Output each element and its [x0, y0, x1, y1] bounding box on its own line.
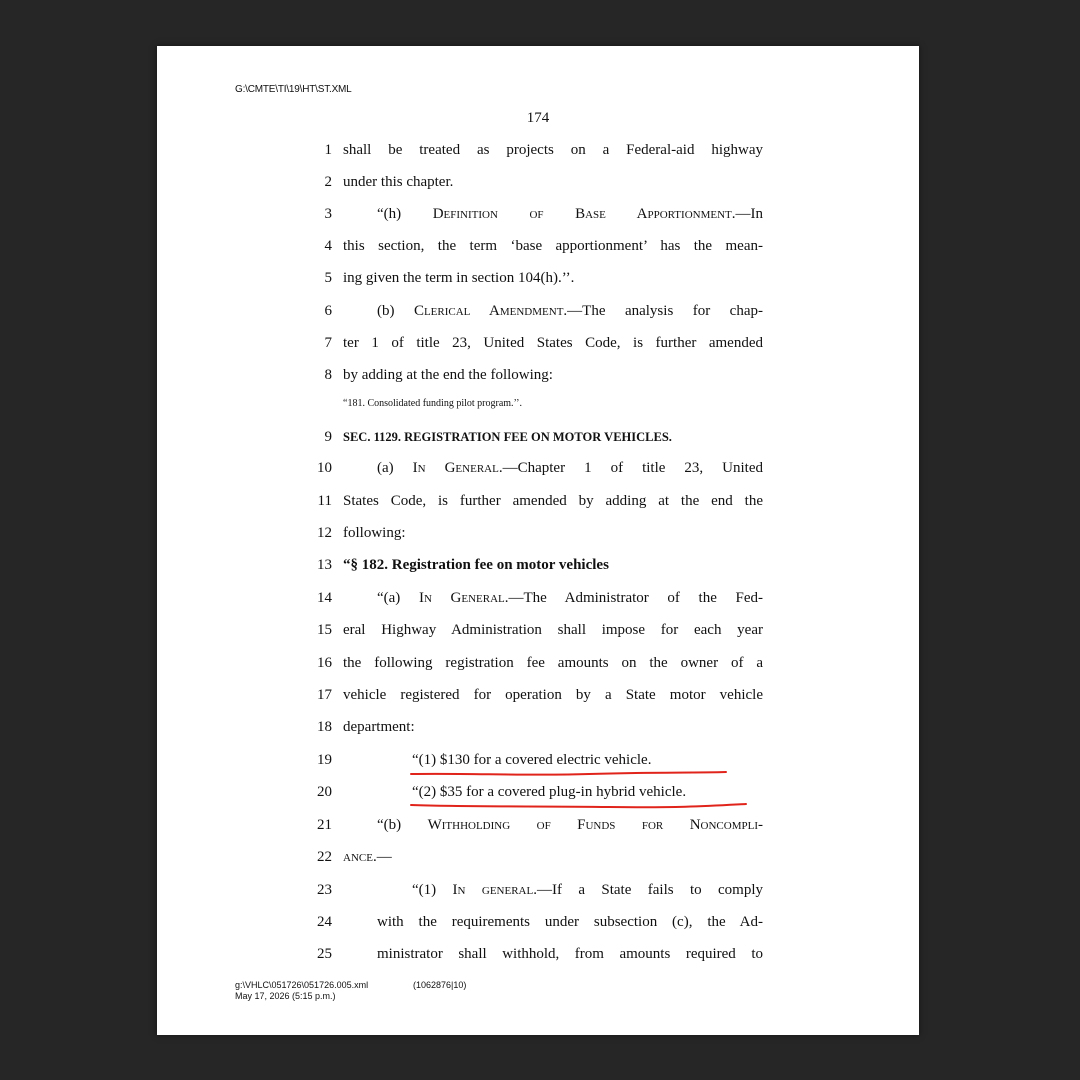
- line-number: 17: [317, 687, 332, 703]
- line-number: 9: [324, 429, 332, 445]
- line-number: 12: [317, 525, 332, 541]
- footer-file-path: g:\VHLC\051726\051726.005.xml: [235, 980, 369, 990]
- line-number: 8: [324, 367, 332, 383]
- bill-line: [157, 814, 919, 840]
- line-text: “(b) Withholding of Funds for Noncompli-: [377, 817, 763, 833]
- line-number: 16: [317, 655, 332, 671]
- bill-line: [157, 716, 919, 742]
- line-text: by adding at the end the following:: [343, 367, 553, 383]
- bill-line: [157, 684, 919, 710]
- bill-line: [157, 457, 919, 483]
- line-number: 14: [317, 590, 332, 606]
- small-caps-heading: Clerical Amendment: [413, 303, 564, 319]
- line-text: “(a) In General.—The Administrator of the Fed-: [377, 590, 764, 606]
- highlighted-line-text: “(1) $130 for a covered electric vehicle.: [412, 752, 652, 768]
- bill-line: [157, 171, 919, 197]
- bill-line: [157, 426, 919, 452]
- line-text: “(h) Definition of Base Apportionment.—In: [377, 206, 763, 222]
- line-number: 4: [324, 238, 332, 254]
- line-number: 2: [324, 174, 332, 190]
- small-caps-heading: Withholding of Funds for Noncompli-: [427, 817, 763, 833]
- small-caps-heading: In general: [452, 882, 534, 898]
- line-number: 25: [317, 946, 332, 962]
- bill-line: [157, 554, 919, 580]
- bill-line: [157, 846, 919, 872]
- footer-document-id: (1062876|10): [413, 980, 467, 990]
- subsection-heading: “§ 182. Registration fee on motor vehicles: [343, 557, 609, 573]
- line-number: 22: [317, 849, 332, 865]
- line-text: with the requirements under subsection (c), the Ad-: [377, 914, 763, 930]
- line-number: 19: [317, 752, 332, 768]
- line-number: 15: [317, 622, 332, 638]
- section-heading: SEC. 1129. REGISTRATION FEE ON MOTOR VEHICLES.: [343, 430, 672, 444]
- bill-line: [157, 364, 919, 390]
- line-text: this section, the term ‘base apportionment’ has the mean-: [343, 238, 763, 254]
- line-number: 7: [324, 335, 332, 351]
- file-path-header: G:\CMTE\TI\19\HT\ST.XML: [235, 84, 352, 95]
- line-text: under this chapter.: [343, 174, 454, 190]
- line-number: 6: [324, 303, 332, 319]
- bill-line: [157, 911, 919, 937]
- bill-line: [157, 267, 919, 293]
- line-text: (a) In General.—Chapter 1 of title 23, United: [377, 460, 763, 476]
- line-text: (b) Clerical Amendment.—The analysis for chap-: [377, 303, 763, 319]
- line-text: ance.—: [343, 849, 392, 865]
- small-caps-heading: In General: [412, 460, 499, 476]
- line-text: eral Highway Administration shall impose for each year: [343, 622, 763, 638]
- line-number: 13: [317, 557, 332, 573]
- bill-line: [157, 300, 919, 326]
- line-text: ministrator shall withhold, from amounts required to: [377, 946, 763, 962]
- footer-date: May 17, 2026 (5:15 p.m.): [235, 991, 336, 1001]
- line-text: States Code, is further amended by adding at the end the: [343, 493, 763, 509]
- bill-line: [157, 652, 919, 678]
- line-number: 3: [324, 206, 332, 222]
- line-text: department:: [343, 719, 415, 735]
- line-number: 24: [317, 914, 332, 930]
- line-text: the following registration fee amounts on the owner of a: [343, 655, 763, 671]
- bill-line: [157, 490, 919, 516]
- line-text: shall be treated as projects on a Federal-aid highway: [343, 142, 763, 158]
- bill-line: [157, 522, 919, 548]
- clerical-entry: “181. Consolidated funding pilot program.’’.: [343, 398, 522, 409]
- bill-line: [157, 235, 919, 261]
- page-footer: [235, 980, 467, 1002]
- line-text: ter 1 of title 23, United States Code, is further amended: [343, 335, 763, 351]
- small-caps-heading: Definition of Base Apportionment: [432, 206, 732, 222]
- line-number: 20: [317, 784, 332, 800]
- bill-line: [157, 749, 919, 775]
- bill-line: [157, 619, 919, 645]
- line-text: “(1) In general.—If a State fails to comply: [412, 882, 763, 898]
- bill-line: [157, 781, 919, 807]
- bill-line: [157, 943, 919, 969]
- page-number: 174: [526, 110, 550, 126]
- bill-line: [157, 203, 919, 229]
- line-number: 11: [317, 493, 332, 509]
- line-text: ing given the term in section 104(h).’’.: [343, 270, 575, 286]
- line-text: following:: [343, 525, 406, 541]
- line-number: 23: [317, 882, 332, 898]
- bill-line: [157, 879, 919, 905]
- small-caps-heading: ance: [343, 849, 373, 865]
- line-number: 21: [317, 817, 332, 833]
- line-number: 18: [317, 719, 332, 735]
- line-number: 5: [324, 270, 332, 286]
- line-text: vehicle registered for operation by a State motor vehicle: [343, 687, 763, 703]
- line-number: 1: [324, 142, 332, 158]
- document-page: [157, 46, 919, 1035]
- bill-line: [157, 139, 919, 165]
- bill-line: [157, 332, 919, 358]
- small-caps-heading: In General: [418, 590, 505, 606]
- bill-line: [157, 587, 919, 613]
- line-number: 10: [317, 460, 332, 476]
- highlighted-line-text: “(2) $35 for a covered plug-in hybrid vehicle.: [412, 784, 687, 800]
